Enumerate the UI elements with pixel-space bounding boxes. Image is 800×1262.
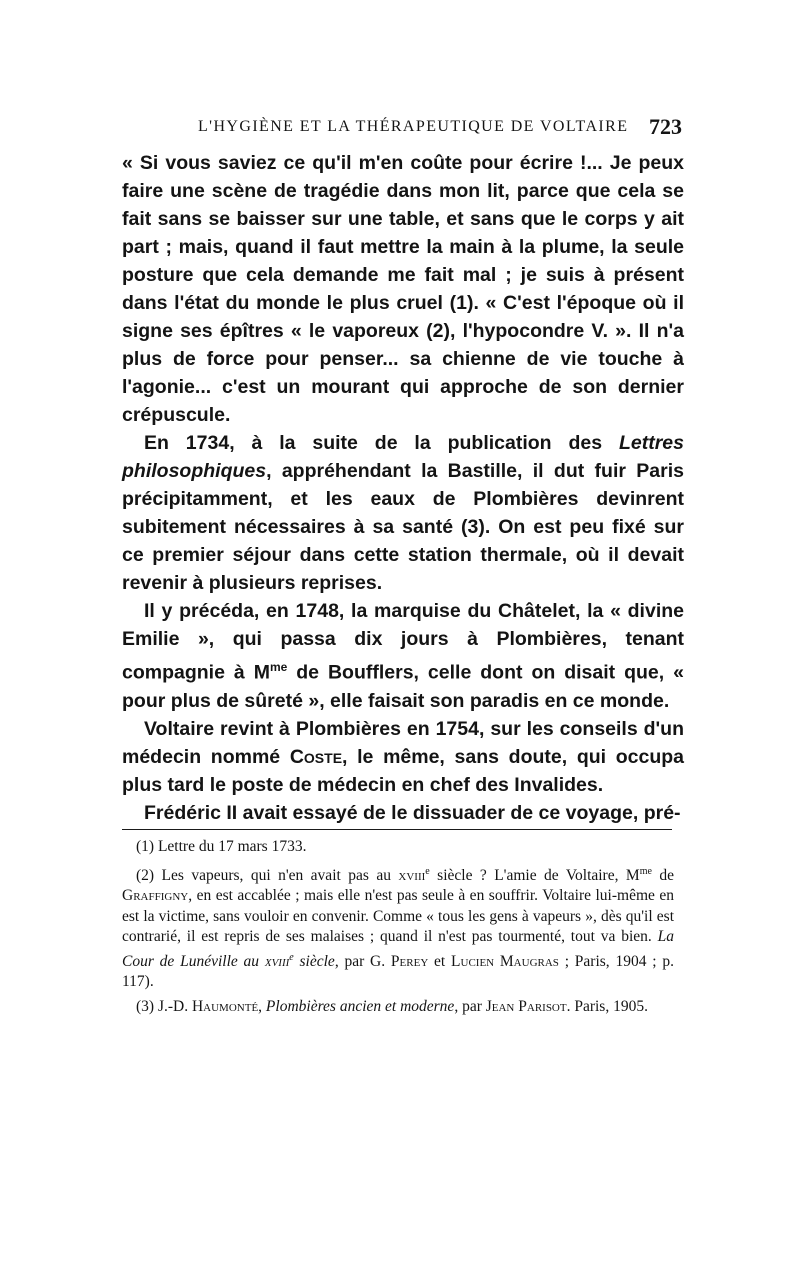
footnote-1	[122, 837, 674, 858]
footnote-2-text-c: , en est accablée ; mais elle n'est pas seule à en souffrir. Voltaire lui-même en est la victime, sans vouloir en convenir. Comme « tous les gens à vapeurs », dès qu'il est contrarié, il est repris de ses malaises ; quand il n'est pas tourmenté, tout va bien.	[122, 887, 674, 946]
running-head: L'HYGIÈNE ET LA THÉRAPEUTIQUE DE VOLTAIRE	[198, 118, 629, 135]
footnote-2-century: xviii	[398, 866, 426, 884]
footnote-2-de: de	[651, 866, 674, 884]
name-coste: Coste	[289, 745, 343, 768]
book-title-cour-b: siècle	[293, 952, 335, 970]
footnote-separator	[122, 829, 672, 830]
footnote-2-century-sup: e	[425, 865, 430, 877]
paragraph-2-text-b: , appréhendant la Bastille, il dut fuir Paris précipitamment, et les eaux de Plombières devinrent subitement nécessaires à sa santé (3). On est peu fixé sur ce premier séjour dans cette station thermale, où il devait revenir à plusieurs reprises.	[122, 460, 684, 594]
name-haumonte: Haumonté	[191, 997, 259, 1015]
book-title-plombieres: Plombières ancien et moderne	[265, 997, 455, 1015]
paragraph-3-text-b: de Boufflers, celle dont on disait que, « pour plus de sûreté », elle faisait son paradis en ce monde.	[122, 661, 684, 712]
book-title-lettres: Lettres philosophiques	[122, 432, 684, 482]
book-title-cour-sup: e	[289, 951, 294, 963]
footnote-2-madame-sup: me	[639, 865, 652, 877]
paragraph-1	[122, 149, 684, 429]
footnote-2-et: et	[428, 952, 452, 970]
paragraph-3-text-a: Il y précéda, en 1748, la marquise du Châtelet, la « divine Emilie », qui passa dix jours à Plombières, tenant compagnie à M	[122, 600, 684, 684]
name-parisot: Jean Parisot	[485, 997, 567, 1015]
book-title-cour-a: La Cour de Lunéville au	[122, 928, 674, 970]
name-perey: Perey	[390, 952, 429, 970]
footnote-3	[122, 997, 674, 1018]
footnote-3-comma: ,	[258, 997, 266, 1015]
paragraph-4	[122, 715, 684, 799]
footnote-2-text-d: , par G.	[334, 952, 391, 970]
paragraph-3-superscript: me	[269, 660, 288, 674]
paragraph-3	[122, 597, 684, 715]
page-header	[122, 116, 682, 146]
footnote-3-text-a: (3) J.-D.	[136, 997, 192, 1015]
paragraph-2-text-a: En 1734, à la suite de la publication des	[144, 432, 619, 454]
footnote-3-text-b: . Paris, 1905.	[566, 997, 648, 1015]
paragraph-4-text-a: Voltaire revint à Plombières en 1754, sur les conseils d'un médecin nommé	[122, 717, 684, 768]
main-text	[122, 149, 684, 827]
footnote-2-text-a: (2) Les vapeurs, qui n'en avait pas au	[136, 866, 399, 884]
footnote-1-text: (1) Lettre du 17 mars 1733.	[136, 838, 307, 855]
paragraph-5	[122, 799, 684, 827]
name-graffigny: Graffigny	[122, 887, 189, 905]
paragraph-2	[122, 429, 684, 597]
page-number: 723	[649, 114, 682, 139]
paragraph-1-text: « Si vous saviez ce qu'il m'en coûte pour écrire !... Je peux faire une scène de tragédie dans mon lit, parce que cela se fait sans se baisser sur une table, et sans que le corps y ait part ; mais, quand il faut mettre la main à la plume, la seule posture que cela demande me fait mal ; je suis à présent dans l'état du monde le plus cruel (1). « C'est l'époque où il signe ses épîtres « le vaporeux (2), l'hypocondre V. ». Il n'a plus de force pour penser... sa chienne de vie touche à l'agonie... c'est un mourant qui approche de son dernier crépuscule.	[122, 152, 684, 426]
footnote-2-text-b: siècle ? L'amie de Voltaire, M	[429, 866, 640, 884]
book-title-cour-century: xviii	[264, 952, 290, 970]
name-maugras: Lucien Maugras	[451, 952, 559, 970]
footnotes	[122, 837, 674, 1017]
footnote-3-par: , par	[454, 997, 486, 1015]
paragraph-4-text-b: , le même, sans doute, qui occupa plus tard le poste de médecin en chef des Invalides.	[122, 745, 685, 796]
paragraph-5-text: Frédéric II avait essayé de le dissuader de ce voyage, pré-	[144, 801, 681, 824]
footnote-2-text-e: ; Paris, 1904 ; p. 117).	[122, 952, 674, 991]
footnote-2	[122, 862, 674, 993]
